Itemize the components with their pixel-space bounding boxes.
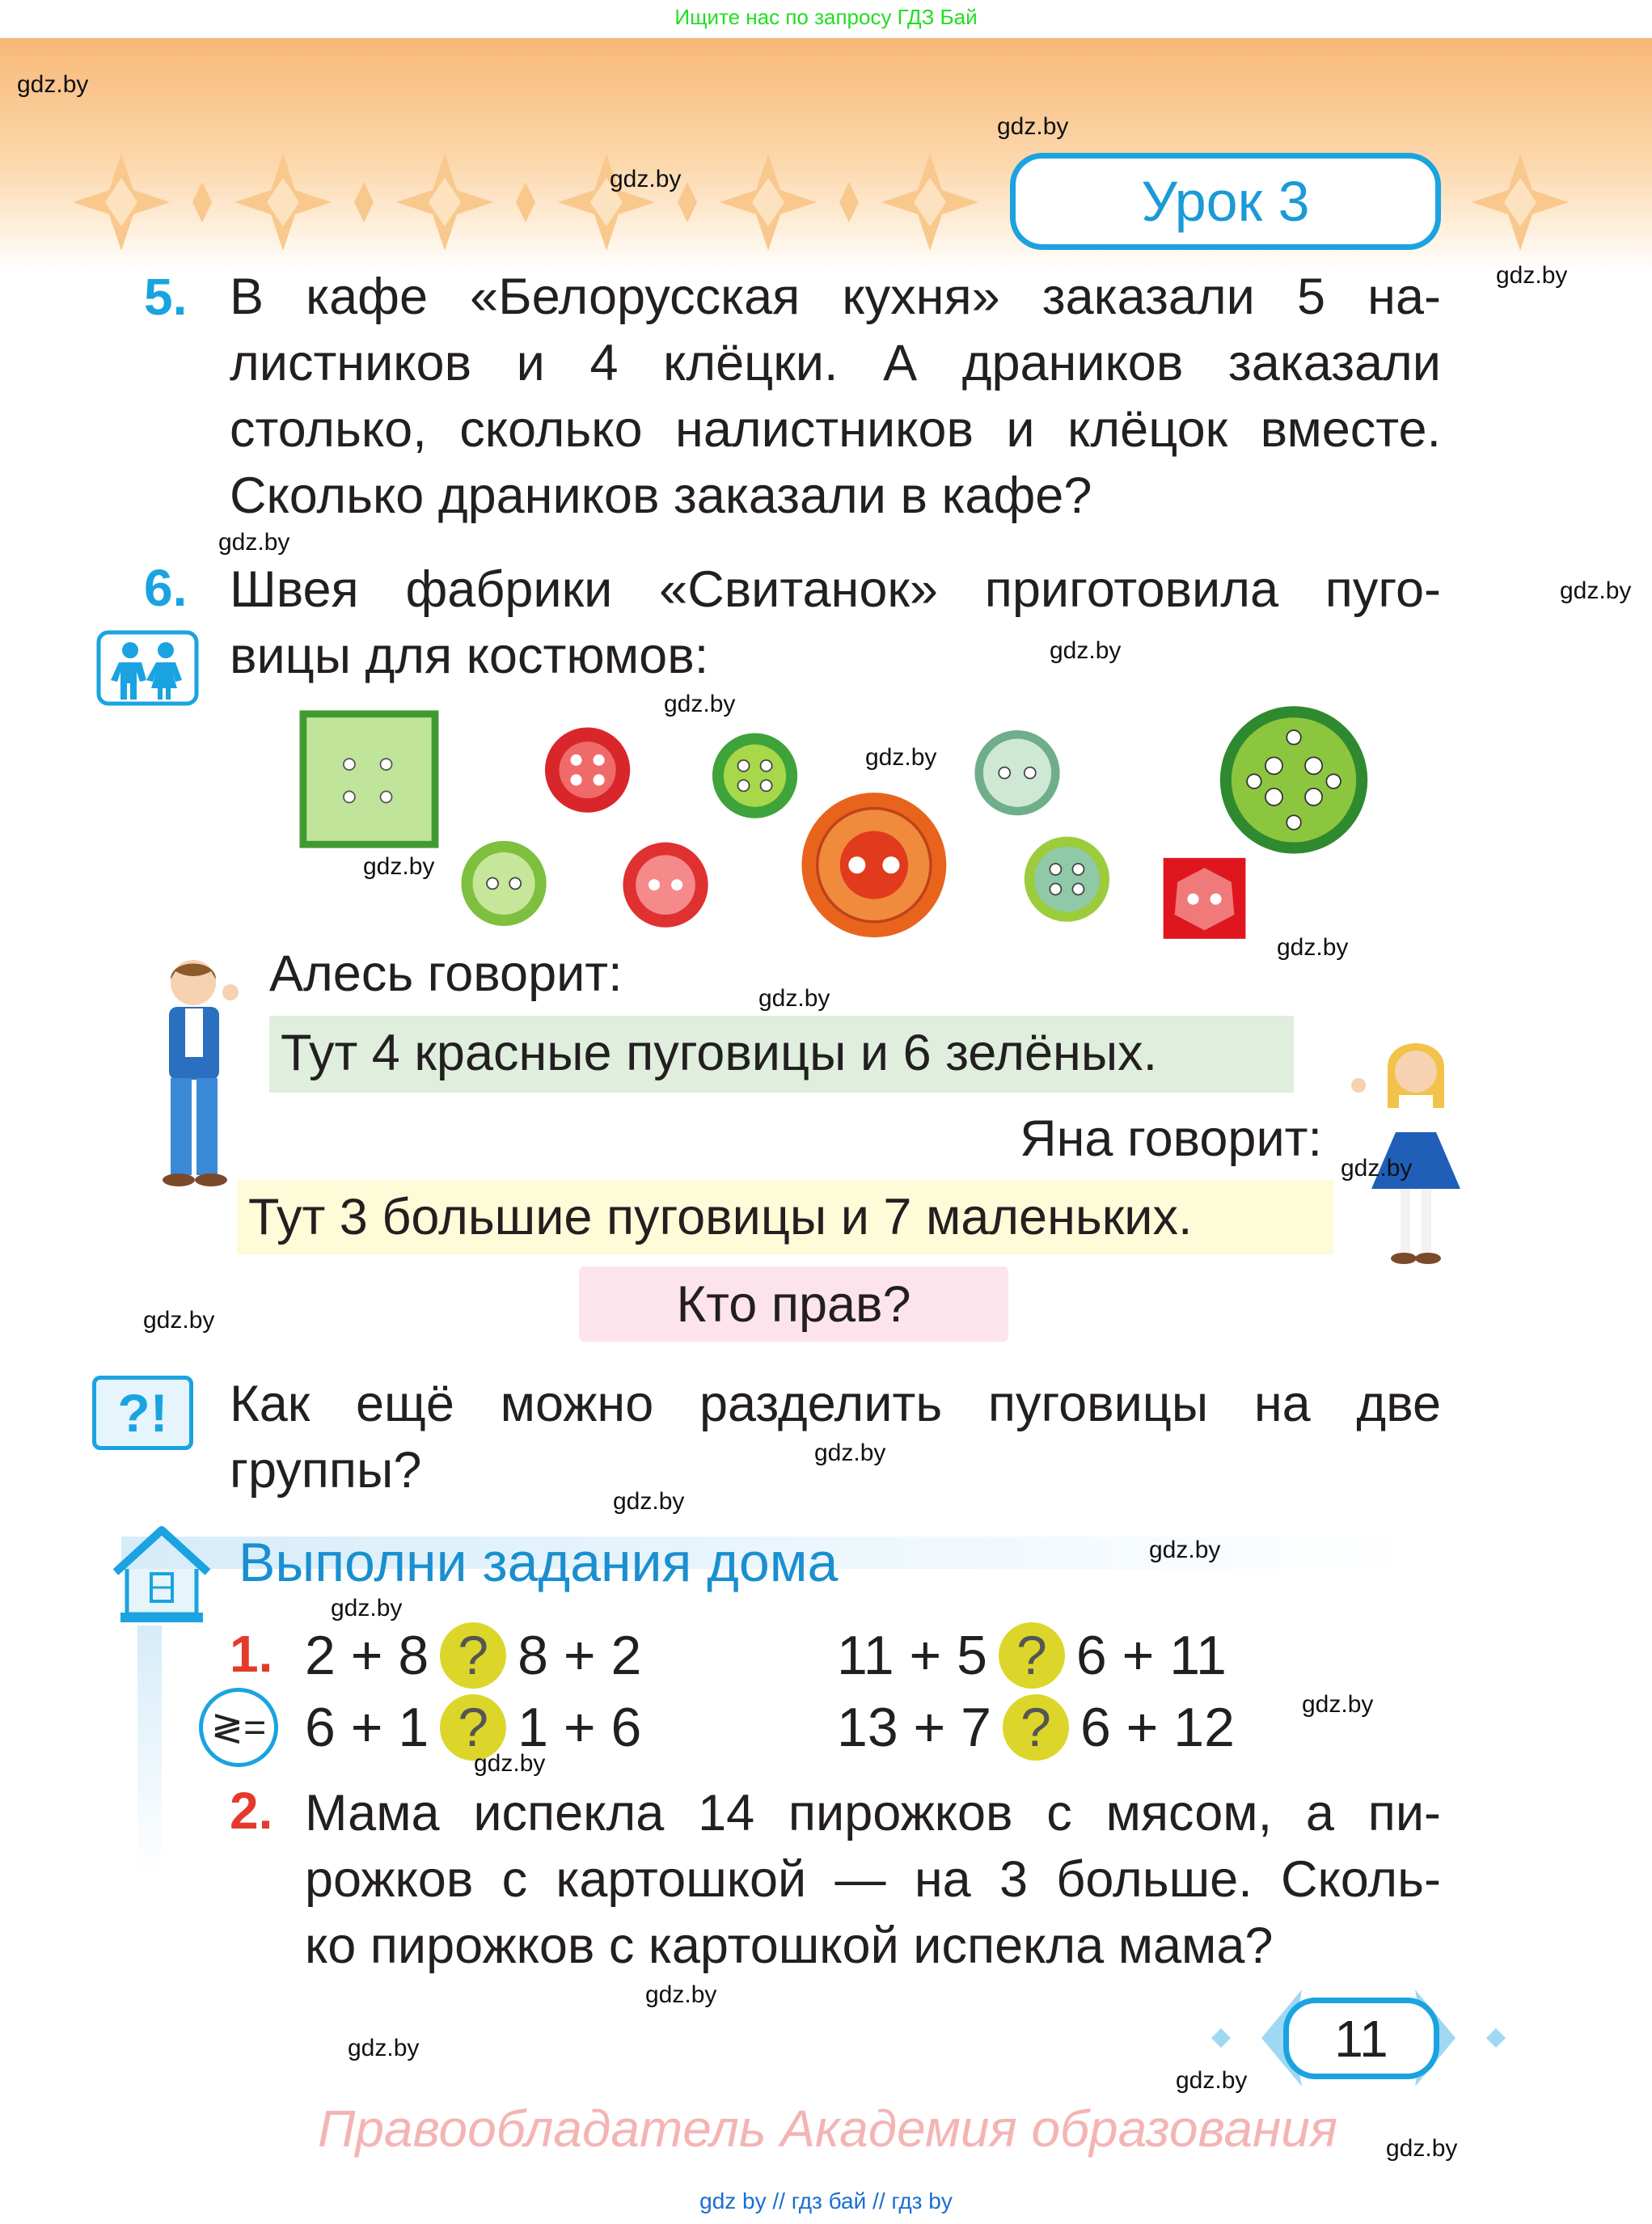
- think-icon: ?!: [92, 1376, 193, 1450]
- watermark: gdz.by: [1386, 2135, 1458, 2162]
- expr-right: 6 + 11: [1075, 1625, 1227, 1686]
- text-line: вицы для костюмов:: [230, 628, 709, 684]
- watermark: gdz.by: [758, 985, 830, 1012]
- yana-label: Яна говорит:: [1020, 1110, 1322, 1167]
- watermark: gdz.by: [218, 529, 290, 556]
- watermark: gdz.by: [474, 1750, 546, 1777]
- footer-links[interactable]: gdz by // гдз бай // гдз by: [699, 2188, 953, 2213]
- watermark: gdz.by: [1176, 2067, 1248, 2094]
- lesson-badge: Урок 3: [1010, 153, 1441, 250]
- pair-work-icon: [96, 630, 199, 706]
- watermark: gdz.by: [331, 1595, 403, 1621]
- watermark: gdz.by: [1050, 637, 1122, 664]
- expr-left: 6 + 1: [305, 1697, 429, 1758]
- rights-holder: Правообладатель Академия образования: [317, 2099, 1338, 2158]
- expr-left: 2 + 8: [305, 1625, 429, 1686]
- text-line: Как ещё можно разделить пуговицы на две: [230, 1376, 1441, 1432]
- red-button: [545, 727, 630, 812]
- ornament-left: [73, 154, 987, 251]
- small-green-button: [461, 841, 546, 926]
- expr-right: 8 + 2: [518, 1625, 642, 1686]
- watermark: gdz.by: [613, 1488, 685, 1515]
- text-line: столько, сколько налистников и клёцок вместе.: [230, 401, 1441, 458]
- page-number: 11: [1283, 1998, 1439, 2079]
- watermark: gdz.by: [865, 744, 937, 771]
- boy-ales-illustration: [135, 950, 252, 1191]
- expr-right: 1 + 6: [518, 1697, 642, 1758]
- hw-task2-number: 2.: [230, 1782, 273, 1840]
- text-line: В кафе «Белорусская кухня» заказали 5 на-: [230, 268, 1441, 325]
- task6-text: [230, 556, 1441, 689]
- ales-label: Алесь говорит:: [269, 945, 623, 1002]
- buttons-illustration: [291, 706, 1369, 939]
- watermark: gdz.by: [610, 166, 682, 192]
- text-line: Швея фабрики «Свитанок» приготовила пуго-: [230, 561, 1441, 618]
- expression: [837, 1622, 1227, 1689]
- watermark: gdz.by: [348, 2035, 420, 2061]
- task5-number: 5.: [144, 268, 188, 326]
- text-line: рожков с картошкой — на 3 больше. Сколь-: [305, 1851, 1441, 1908]
- expression: [305, 1622, 641, 1689]
- green-button-small: [1025, 837, 1109, 922]
- watermark: gdz.by: [1149, 1537, 1221, 1563]
- text-line: ко пирожков с картошкой испекла мама?: [305, 1917, 1274, 1974]
- compare-mark: ?: [999, 1622, 1065, 1689]
- top-note: Ищите нас по запросу ГДЗ Бай: [674, 5, 978, 29]
- red-square-button: [1164, 858, 1246, 939]
- watermark: gdz.by: [645, 1981, 717, 2008]
- compare-mark: ?: [440, 1694, 506, 1761]
- watermark: gdz.by: [1496, 262, 1568, 289]
- compare-mark: ?: [1003, 1694, 1069, 1761]
- house-icon: [111, 1525, 213, 1626]
- watermark: gdz.by: [814, 1440, 886, 1466]
- watermark: gdz.by: [1302, 1691, 1374, 1718]
- yana-statement: Тут 3 большие пуговицы и 7 маленьких.: [237, 1180, 1333, 1254]
- hw-task1-number: 1.: [230, 1625, 273, 1683]
- square-green-button: [300, 710, 439, 848]
- watermark: gdz.by: [143, 1307, 215, 1334]
- task6-number: 6.: [144, 559, 188, 617]
- expr-left: 11 + 5: [837, 1625, 987, 1686]
- expr-right: 6 + 12: [1080, 1697, 1235, 1758]
- text-line: группы?: [230, 1442, 422, 1499]
- homework-title: Выполни задания дома: [239, 1532, 839, 1593]
- watermark: gdz.by: [997, 113, 1069, 140]
- text-line: Мама испекла 14 пирожков с мясом, а пи-: [305, 1785, 1441, 1841]
- big-orange-button: [801, 793, 946, 937]
- watermark: gdz.by: [1560, 577, 1632, 604]
- green-button: [712, 734, 797, 818]
- compare-icon: ≷=: [199, 1688, 278, 1767]
- hw-task2-text: [305, 1780, 1441, 1979]
- watermark: gdz.by: [664, 691, 736, 717]
- expression: [837, 1694, 1235, 1761]
- extra-question-text: [230, 1371, 1441, 1503]
- watermark: gdz.by: [17, 71, 89, 98]
- watermark: gdz.by: [1341, 1155, 1413, 1182]
- pale-green-button: [974, 730, 1059, 815]
- ales-statement: Тут 4 красные пуговицы и 6 зелёных.: [269, 1016, 1294, 1093]
- expr-left: 13 + 7: [837, 1697, 991, 1758]
- text-line: листников и 4 клёцки. А драников заказали: [230, 335, 1441, 391]
- text-line: Сколько драников заказали в кафе?: [230, 467, 1092, 524]
- red-flower-button: [623, 843, 708, 928]
- watermark: gdz.by: [1277, 934, 1349, 961]
- homework-side-bar: [137, 1626, 162, 1876]
- task5-text: [230, 264, 1441, 529]
- who-is-right-box: Кто прав?: [579, 1266, 1008, 1342]
- watermark: gdz.by: [363, 853, 435, 880]
- ornament-right: [1472, 154, 1569, 251]
- big-green-flower-button: [1220, 706, 1367, 853]
- compare-mark: ?: [440, 1622, 506, 1689]
